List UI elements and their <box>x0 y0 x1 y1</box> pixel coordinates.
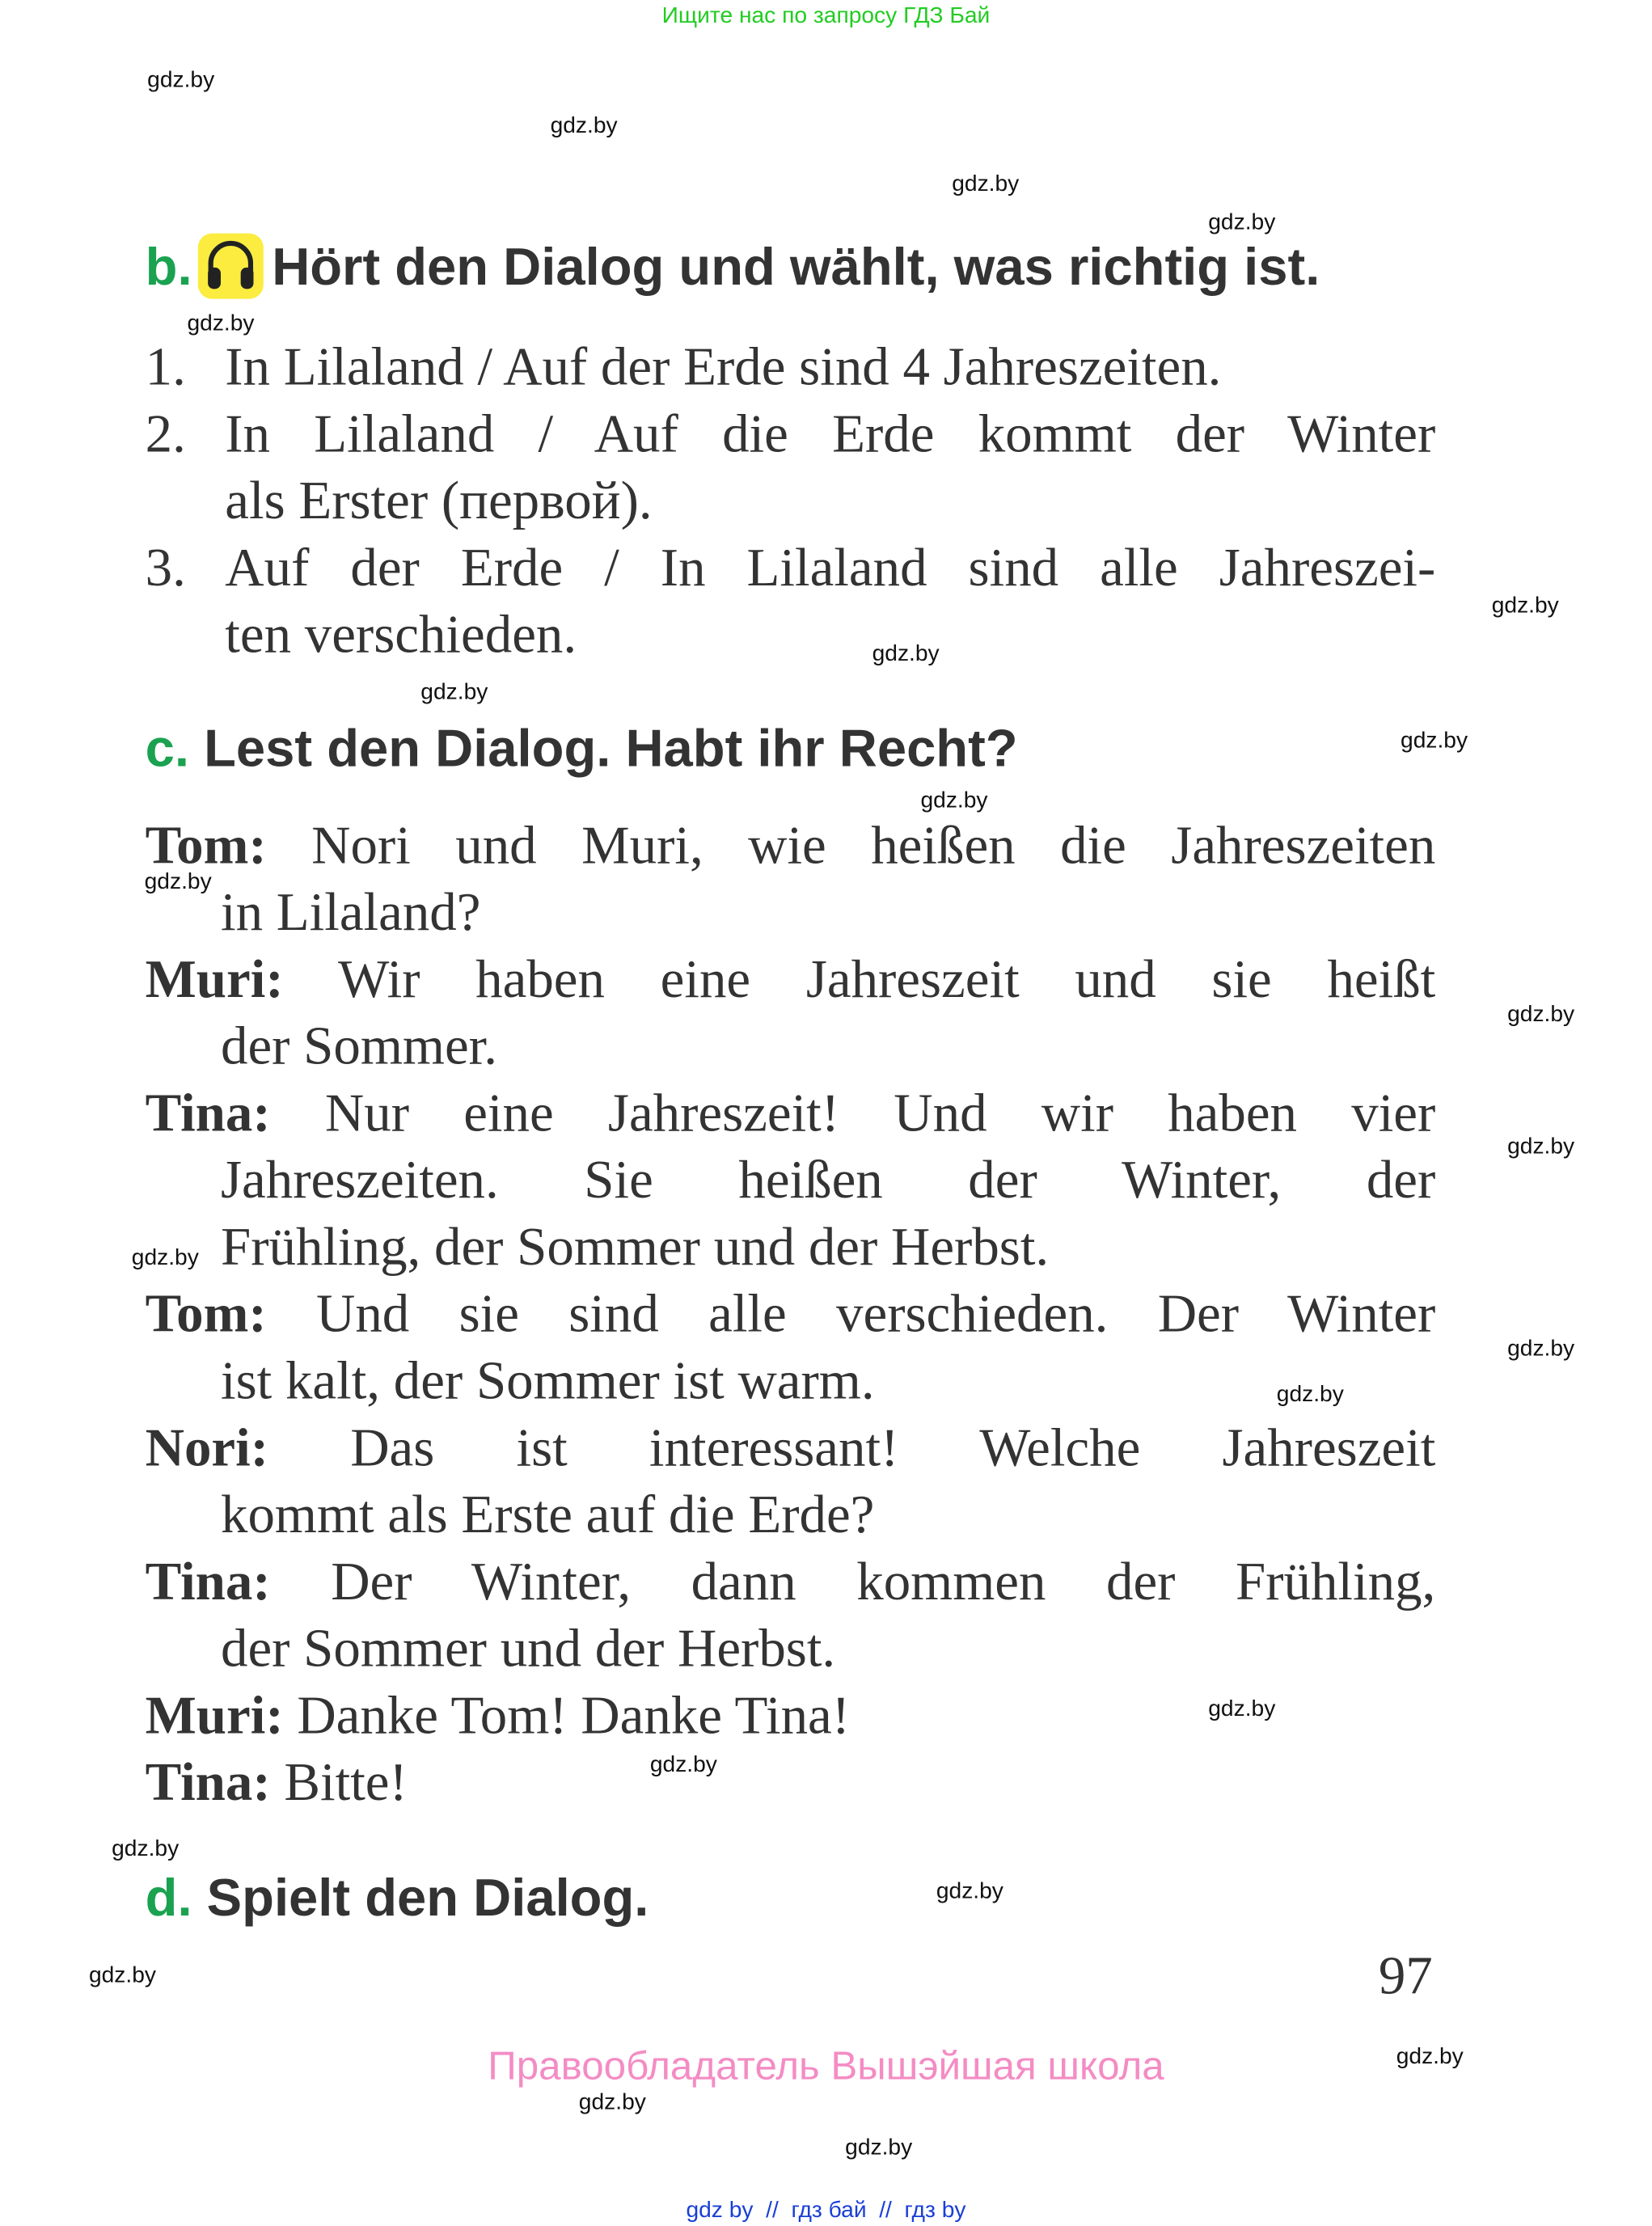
item-3-cont: ten verschieden. <box>225 605 577 665</box>
watermark: gdz.by <box>936 1879 1003 1904</box>
watermark: gdz.by <box>88 1963 156 1988</box>
dialog-line: Muri: Wir haben eine Jahreszeit und sie heißt <box>145 949 1436 1010</box>
page-number: 97 <box>1378 1946 1433 2007</box>
section-letter: c. <box>145 719 189 778</box>
item-2: 2. In Lilaland / Auf die Erde kommt der Winter <box>145 404 1436 465</box>
item-3: 3. Auf der Erde / In Lilaland sind alle Jahreszei- <box>145 538 1436 598</box>
watermark: gdz.by <box>144 870 212 895</box>
section-title: Spielt den Dialog. <box>206 1868 649 1927</box>
watermark: gdz.by <box>112 1836 180 1861</box>
headphones-icon[interactable] <box>198 234 264 299</box>
watermark: gdz.by <box>649 1753 717 1777</box>
watermark: gdz.by <box>1507 1134 1575 1159</box>
watermark: gdz.by <box>1396 2045 1464 2070</box>
watermark: gdz.by <box>420 680 488 705</box>
dialog-line: Tina: Bitte! <box>145 1753 408 1814</box>
watermark: gdz.by <box>952 172 1020 197</box>
dialog-line: Nori: Das ist interessant! Welche Jahreszeit <box>145 1418 1436 1479</box>
copyright-notice: Правообладатель Вышэйшая школа <box>488 2043 1164 2088</box>
dialog-line: in Lilaland? <box>220 882 481 943</box>
item-2-cont: als Erster (первой). <box>225 471 653 531</box>
section-title: Lest den Dialog. Habt ihr Recht? <box>204 719 1018 778</box>
section-letter: d. <box>145 1868 192 1927</box>
watermark: gdz.by <box>1401 729 1468 754</box>
dialog-line: Tom: Und sie sind alle verschieden. Der Winter <box>145 1284 1436 1345</box>
dialog-line: Muri: Danke Tom! Danke Tina! <box>145 1686 851 1747</box>
watermark: gdz.by <box>1507 1002 1575 1027</box>
dialog-line: Tom: Nori und Muri, wie heißen die Jahreszeiten <box>145 816 1436 876</box>
watermark: gdz.by <box>187 311 255 336</box>
section-c-heading <box>146 719 1018 779</box>
top-banner[interactable]: Ищите нас по запросу ГДЗ Бай <box>661 4 991 29</box>
dialog-line: Frühling, der Sommer und der Herbst. <box>220 1217 1050 1278</box>
section-title: Hört den Dialog und wählt, was richtig ist. <box>272 237 1320 297</box>
watermark: gdz.by <box>872 642 940 667</box>
watermark: gdz.by <box>1507 1337 1575 1362</box>
watermark: gdz.by <box>1491 593 1559 619</box>
watermark: gdz.by <box>1208 210 1276 235</box>
section-d-heading <box>146 1869 649 1928</box>
watermark: gdz.by <box>1208 1697 1276 1722</box>
dialog-line: der Sommer. <box>220 1016 498 1077</box>
dialog-line: Jahreszeiten. Sie heißen der Winter, der <box>220 1151 1436 1211</box>
watermark: gdz.by <box>1276 1383 1344 1408</box>
item-1: 1. In Lilaland / Auf der Erde sind 4 Jahreszeiten. <box>145 337 1222 398</box>
section-b-heading <box>146 238 1320 303</box>
watermark: gdz.by <box>147 68 215 93</box>
dialog-line: der Sommer und der Herbst. <box>220 1619 836 1679</box>
watermark: gdz.by <box>550 113 618 138</box>
dialog-line: Tina: Nur eine Jahreszeit! Und wir haben vier <box>145 1083 1436 1144</box>
watermark: gdz.by <box>845 2135 913 2161</box>
section-letter: b. <box>145 237 192 297</box>
dialog-line: Tina: Der Winter, dann kommen der Frühling, <box>145 1552 1436 1612</box>
footer-links[interactable]: gdz by // гдз бай // гдз by <box>686 2199 966 2224</box>
watermark: gdz.by <box>578 2090 646 2115</box>
dialog-line: kommt als Erste auf die Erde? <box>220 1485 875 1545</box>
watermark: gdz.by <box>920 788 988 813</box>
watermark: gdz.by <box>131 1246 199 1270</box>
dialog-line: ist kalt, der Sommer ist warm. <box>220 1351 875 1412</box>
